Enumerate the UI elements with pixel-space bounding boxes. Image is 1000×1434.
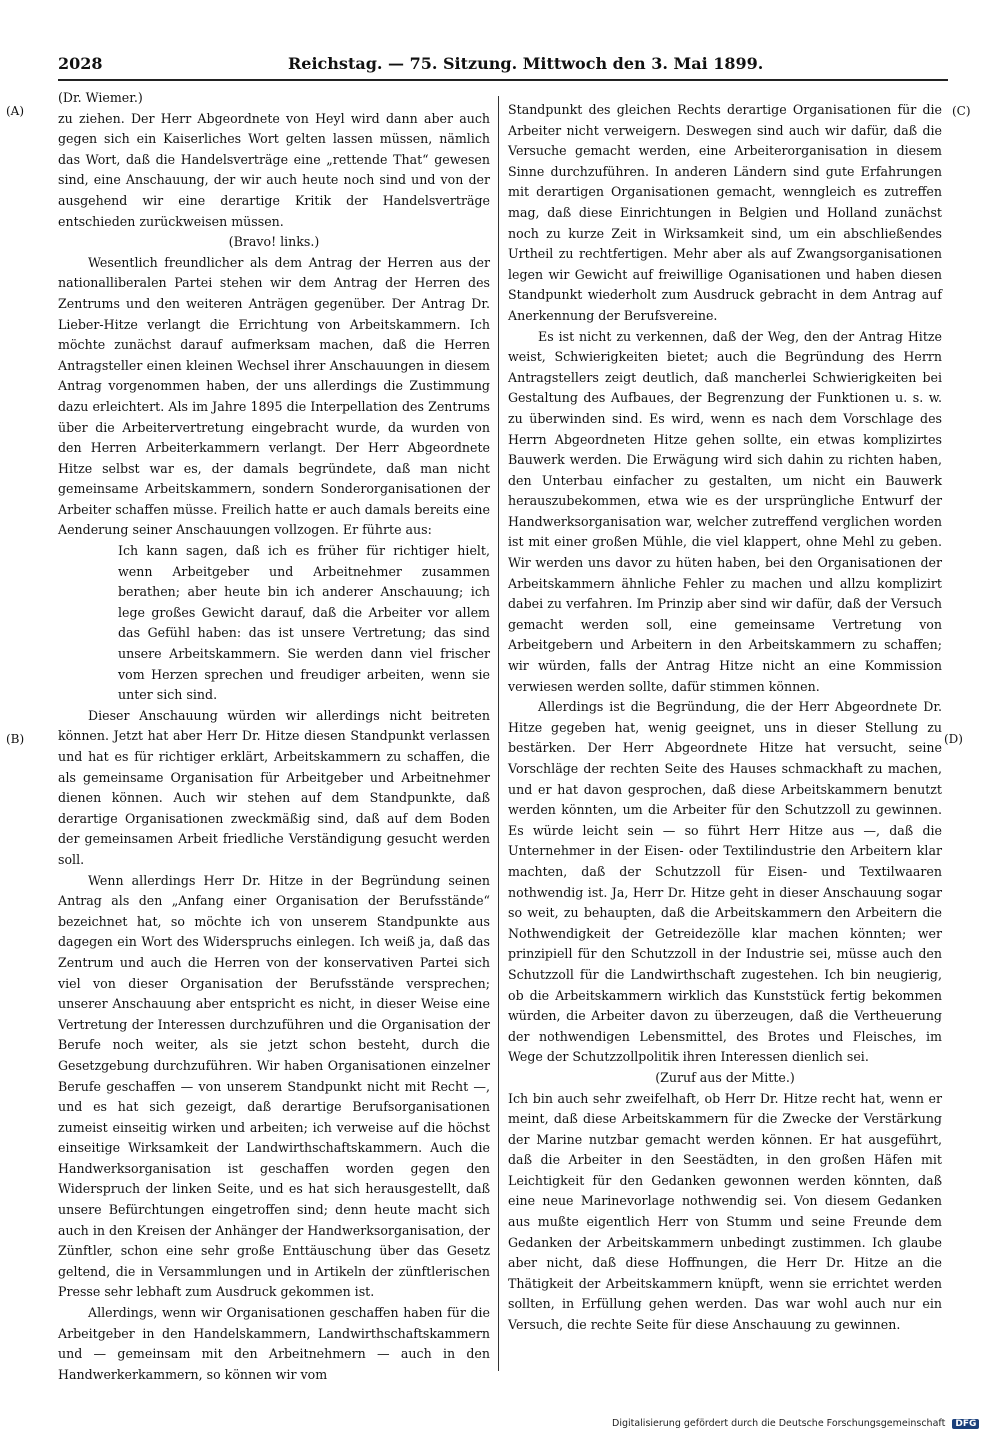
- quotation: Ich kann sagen, daß ich es früher für richtiger hielt, wenn Arbeitgeber und Arbeitnehmer zusammen berathen; aber heute bin ich anderer Anschauung; ich lege großes Gewicht darauf, daß die Arbeiter vor allem das Gefühl haben: das ist unsere Vertretung; das sind unsere Arbeitskammern. Sie werden dann viel frischer vom Herzen sprechen und freudiger arbeiten, wenn sie unter sich sind.: [118, 543, 490, 703]
- dfg-logo: DFG: [952, 1419, 979, 1429]
- paragraph: Allerdings, wenn wir Organisationen geschaffen haben für die Arbeitgeber in den Handelskammern, Landwirthschaftskammern und — gemeinsam mit den Arbeitnehmern — auch in den Handwerkerkammern, so können wir vom: [58, 1305, 490, 1382]
- paragraph: Es ist nicht zu verkennen, daß der Weg, den der Antrag Hitze weist, Schwierigkeiten bietet; auch die Begründung des Herrn Antragstellers zeigt deutlich, daß mancherlei Schwierigkeiten bei Gestaltung des Aufbaues, der Begrenzung der Funktionen u. s. w. zu überwinden sind. Es wird, wenn es nach dem Vorschlage des Herrn Abgeordneten Hitze gehen sollte, ein etwas komplizirtes Bauwerk werden. Die Erwägung wird sich dahin zu richten haben, den Unterbau einfacher zu gestalten, um nicht ein Bauwerk herauszubekommen, etwa wie es der ursprüngliche Entwurf der Handwerksorganisation war, welcher zutreffend verglichen worden ist mit einer großen Mühle, die viel klappert, ohne Mehl zu geben. Wir werden uns davor zu hüten haben, bei den Organisationen der Arbeitskammern ähnliche Fehler zu machen und allzu komplizirt dabei zu verfahren. Im Prinzip aber sind wir dafür, daß der Versuch gemacht werden soll, eine gemeinsame Vertretung von Arbeitgebern und Arbeitern in den Arbeitskammern zu schaffen; wir würden, falls der Antrag Hitze nicht an eine Kommission verwiesen werden sollte, dafür stimmen können.: [508, 328, 942, 694]
- speaker-label: (Dr. Wiemer.): [58, 90, 143, 105]
- paragraph: Ich bin auch sehr zweifelhaft, ob Herr Dr. Hitze recht hat, wenn er meint, daß diese Arbeitskammern für die Zwecke der Verstärkung der Marine nutzbar gemacht werden können. Er hat ausgeführt, daß die Arbeiter in den Seestädten, in den großen Häfen mit Leichtigkeit für den Gedanken gewonnen werden könnten, daß eine neue Marinevorlage nothwendig sei. Von diesem Gedanken aus mußte eigentlich Herr von Stumm und seine Freunde dem Gedanken der Arbeitskammern unbedingt zustimmen. Ich glaube aber nicht, daß diese Hoffnungen, die Herr Dr. Hitze an die Thätigkeit der Arbeitskammern knüpft, wenn sie errichtet werden sollten, in Erfüllung gehen werden. Das war wohl auch nur ein Versuch, die rechte Seite für diese Anschauung zu gewinnen.: [508, 1090, 942, 1333]
- header-rule: [58, 79, 948, 81]
- page-header: [58, 54, 764, 78]
- right-column: [508, 100, 942, 1336]
- paragraph: Allerdings ist die Begründung, die der Herr Abgeordnete Dr. Hitze gegeben hat, wenig geeignet, uns in dieser Stellung zu bestärken. Der Herr Abgeordnete Hitze hat versucht, seine Vorschläge der rechten Seite des Hauses schmackhaft zu machen, und er hat davon gesprochen, daß diese Arbeitskammern benutzt werden könnten, um die Arbeiter für den Schutzzoll zu gewinnen. Es würde leicht sein — so führt Herr Hitze aus —, daß die Unternehmer in der Eisen- oder Textilindustrie den Arbeitern klar machten, daß der Schutzzoll für Eisen- und Textilwaaren nothwendig ist. Ja, Herr Dr. Hitze geht in dieser Anschauung sogar so weit, zu behaupten, daß die Arbeitskammern den Arbeitern die Nothwendigkeit der Getreidezölle klar machen könnten; wer prinzipiell für den Schutzzoll in der Industrie sei, müsse auch den Schutzzoll für die Landwirthschaft zugestehen. Ich bin neugierig, ob die Arbeitskammern wirklich das Kunststück fertig bekommen würden, die Arbeiter davon zu überzeugen, daß die Vertheuerung der nothwendigen Lebensmittel, des Brotes und Fleisches, im Wege der Schutzzollpolitik ihren Interessen dienlich sei.: [508, 699, 942, 1065]
- page-number: 2028: [58, 54, 103, 73]
- left-column: [58, 88, 490, 1385]
- margin-marker-d: (D): [944, 732, 963, 746]
- interjection: (Zuruf aus der Mitte.): [655, 1069, 795, 1085]
- paragraph: Wesentlich freundlicher als dem Antrag der Herren aus der nationalliberalen Partei stehen wir dem Antrag der Herren des Zentrums und den weiteren Anträgen gegenüber. Der Antrag Dr. Lieber-Hitze verlangt die Errichtung von Arbeitskammern. Ich möchte zunächst darauf aufmerksam machen, daß die Herren Antragsteller einen kleinen Wechsel ihrer Anschauungen in diesem Antrag vorgenommen haben, der uns allerdings die Zustimmung dazu erleichtert. Als im Jahre 1895 die Interpellation des Zentrums über die Arbeitervertretung eingebracht wurde, da wurden von den Herren Arbeiterkammern verlangt. Der Herr Abgeordnete Hitze selbst war es, der damals begründete, daß man nicht gemeinsame Arbeitskammern, sondern Sonderorganisationen der Arbeiter schaffen müsse. Freilich hatte er auch damals bereits eine Aenderung seiner Anschauungen vollzogen. Er führte aus:: [58, 254, 490, 538]
- margin-marker-b: (B): [6, 732, 25, 746]
- paragraph: Wenn allerdings Herr Dr. Hitze in der Begründung seinen Antrag als den „Anfang einer Organisation der Berufsstände“ bezeichnet hat, so möchte ich von unserem Standpunkte aus dagegen ein Wort des Widerspruchs einlegen. Ich weiß ja, daß das Zentrum und auch die Herren von der konservativen Partei sich viel von dieser Organisation der Berufsstände versprechen; unserer Anschauung aber entspricht es nicht, in dieser Weise eine Vertretung der Interessen durchzuführen und die Organisation der Berufe noch weiter, als sie jetzt schon besteht, durch die Gesetzgebung durchzuführen. Wir haben Organisationen einzelner Berufe geschaffen — von unserem Standpunkt nicht mit Recht —, und es hat sich gezeigt, daß derartige Berufsorganisationen zumeist einseitig wirken und arbeiten; ich verweise auf die höchst einseitige Wirksamkeit der Landwirthschaftskammern. Auch die Handwerksorganisation ist geschaffen worden gegen den Widerspruch der linken Seite, und es hat sich herausgestellt, daß unsere Befürchtungen eingetroffen sind; denn heute macht sich auch in den Kreisen der Anhänger der Handwerksorganisation, der Zünftler, schon eine sehr große Enttäuschung über das Gesetz geltend, die in Versammlungen und in Artikeln der zünftlerischen Presse sehr lebhaft zum Ausdruck gekommen ist.: [58, 872, 490, 1300]
- digitization-footer: [612, 1418, 979, 1432]
- paragraph: Dieser Anschauung würden wir allerdings nicht beitreten können. Jetzt hat aber Herr Dr. Hitze diesen Standpunkt verlassen und hat es für richtiger erklärt, Arbeitskammern zu schaffen, die als gemeinsame Organisation für Arbeitgeber und Arbeitnehmer dienen können. Auch wir stehen auf dem Standpunkte, daß derartige Organisationen zweckmäßig sind, daß auf dem Boden der gemeinsamen Arbeit friedliche Verständigung gesucht werden soll.: [58, 707, 490, 867]
- footer-text: Digitalisierung gefördert durch die Deutsche Forschungsgemeinschaft: [612, 1418, 946, 1429]
- running-title: Reichstag. — 75. Sitzung. Mittwoch den 3. Mai 1899.: [288, 54, 764, 73]
- paragraph: Standpunkt des gleichen Rechts derartige Organisationen für die Arbeiter nicht verweigern. Deswegen sind auch wir dafür, daß die Versuche gemacht werden, eine Arbeiterorganisation in diesem Sinne durchzuführen. In anderen Ländern sind gute Erfahrungen mit derartigen Organisationen gemacht, wenngleich es zutreffen mag, daß diese Einrichtungen in Belgien und Holland zunächst noch zu kurze Zeit in Wirksamkeit sind, um ein abschließendes Urtheil zu rechtfertigen. Mehr aber als auf Zwangsorganisationen legen wir Gewicht auf freiwillige Oganisationen und haben diesen Standpunkt wiederholt zum Ausdruck gebracht in dem Antrag auf Anerkennung der Berufsvereine.: [508, 102, 942, 323]
- margin-marker-a: (A): [6, 104, 25, 118]
- paragraph: zu ziehen. Der Herr Abgeordnete von Heyl wird dann aber auch gegen sich ein Kaiserliches Wort gelten lassen müssen, nämlich das Wort, daß die Handelsverträge eine „rettende That“ gewesen sind, eine Anschauung, der wir auch heute noch sind und von der ausgehend wir eine derartige Kritik der Handelsverträge entschieden zurückweisen müssen.: [58, 110, 490, 229]
- column-divider: [498, 96, 499, 1371]
- margin-marker-c: (C): [952, 104, 971, 118]
- interjection: (Bravo! links.): [228, 234, 320, 250]
